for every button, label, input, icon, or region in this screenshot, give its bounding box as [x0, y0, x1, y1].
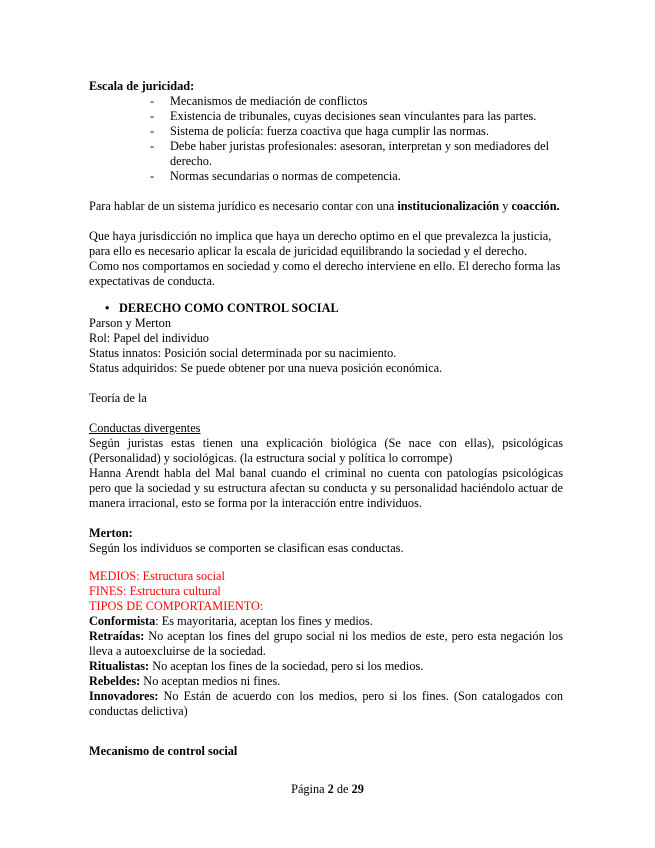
- section-title: Escala de juricidad:: [89, 79, 195, 93]
- type-term: Rebeldes:: [89, 674, 141, 688]
- type-desc: No aceptan los fines de la sociedad, pero si los medios.: [149, 659, 424, 673]
- paragraph: [89, 199, 563, 214]
- escala-list: [89, 94, 563, 184]
- text-line: Rol: Papel del individuo: [89, 331, 209, 345]
- paragraph-jurisdiccion: [89, 229, 563, 289]
- footer-label: Página: [291, 782, 328, 796]
- section-title: Merton:: [89, 526, 133, 540]
- type-desc: No aceptan los fines del grupo social ni los medios de este, pero esta negación los lleva a autoexcluirse de la sociedad.: [89, 629, 563, 658]
- type-item: [89, 674, 563, 689]
- bold-term: coacción.: [511, 199, 560, 213]
- page-number: 2: [327, 782, 334, 796]
- text-line: Status innatos: Posición social determinada por su nacimiento.: [89, 346, 397, 360]
- page-footer: [0, 782, 655, 797]
- type-item: [89, 614, 563, 629]
- page-total: 29: [351, 782, 364, 796]
- section-escala: [89, 79, 563, 184]
- teoria-line: Teoría de la: [89, 391, 147, 405]
- text-run: Para hablar de un sistema jurídico es necesario contar con una: [89, 199, 398, 213]
- type-item: [89, 659, 563, 674]
- paragraph: Como nos comportamos en sociedad y como el derecho interviene en ello. El derecho forma las expectativas de conducta.: [89, 259, 561, 288]
- text-line: Parson y Merton: [89, 316, 171, 330]
- section-tipos: [89, 569, 563, 719]
- list-item: - Normas secundarias o normas de competencia.: [89, 169, 563, 184]
- paragraph: Que haya jurisdicción no implica que haya un derecho optimo en el que prevalezca la justicia, para ello es necesario aplicar la escala de juricidad equilibrando la sociedad y el derecho.: [89, 229, 552, 258]
- type-desc: No Están de acuerdo con los medios, pero si los fines. (Son catalogados con conductas delictiva): [89, 689, 563, 718]
- type-item: [89, 629, 563, 659]
- type-item: [89, 689, 563, 719]
- list-item: - Sistema de policía: fuerza coactiva que haga cumplir las normas.: [89, 124, 563, 139]
- type-term: Ritualistas:: [89, 659, 150, 673]
- type-desc: No aceptan medios ni fines.: [140, 674, 281, 688]
- type-term: Retraídas:: [89, 629, 145, 643]
- paragraph: Según los individuos se comporten se clasifican esas conductas.: [89, 541, 404, 555]
- type-term: Conformista: [89, 614, 156, 628]
- paragraph: Hanna Arendt habla del Mal banal cuando el criminal no cuenta con patologías psicológicas pero que la sociedad y su estructura afectan su conducta y su personalidad haciéndolo actuar de manera irracional, esto se forma por la interacción entre individuos.: [89, 466, 563, 510]
- bold-term: institucionalización: [397, 199, 500, 213]
- text-run: y: [499, 199, 512, 213]
- list-item: - Debe haber juristas profesionales: asesoran, interpretan y son mediadores del derecho.: [89, 139, 563, 169]
- section-conductas: [89, 421, 563, 511]
- list-item: - Existencia de tribunales, cuyas decisiones sean vinculantes para las partes.: [89, 109, 563, 124]
- paragraph: Según juristas estas tienen una explicación biológica (Se nace con ellas), psicológicas (Personalidad) y sociológicas. (la estructura social y política lo corrompe): [89, 436, 563, 465]
- section-title: Conductas divergentes: [89, 421, 201, 435]
- type-term: Innovadores:: [89, 689, 159, 703]
- section-merton: [89, 526, 563, 556]
- text-line: Status adquiridos: Se puede obtener por una nueva posición económica.: [89, 361, 443, 375]
- red-line: FINES: Estructura cultural: [89, 584, 221, 598]
- bullet-heading: • DERECHO COMO CONTROL SOCIAL: [119, 301, 563, 316]
- paragraph-sistema: [89, 199, 563, 214]
- red-line: MEDIOS: Estructura social: [89, 569, 225, 583]
- section-title-mecanismo: Mecanismo de control social: [89, 744, 238, 758]
- section-control-social: [89, 316, 563, 376]
- type-desc: : Es mayoritaria, aceptan los fines y medios.: [155, 614, 373, 628]
- red-line: TIPOS DE COMPORTAMIENTO:: [89, 599, 264, 613]
- list-item: - Mecanismos de mediación de conflictos: [89, 94, 563, 109]
- footer-label: de: [333, 782, 352, 796]
